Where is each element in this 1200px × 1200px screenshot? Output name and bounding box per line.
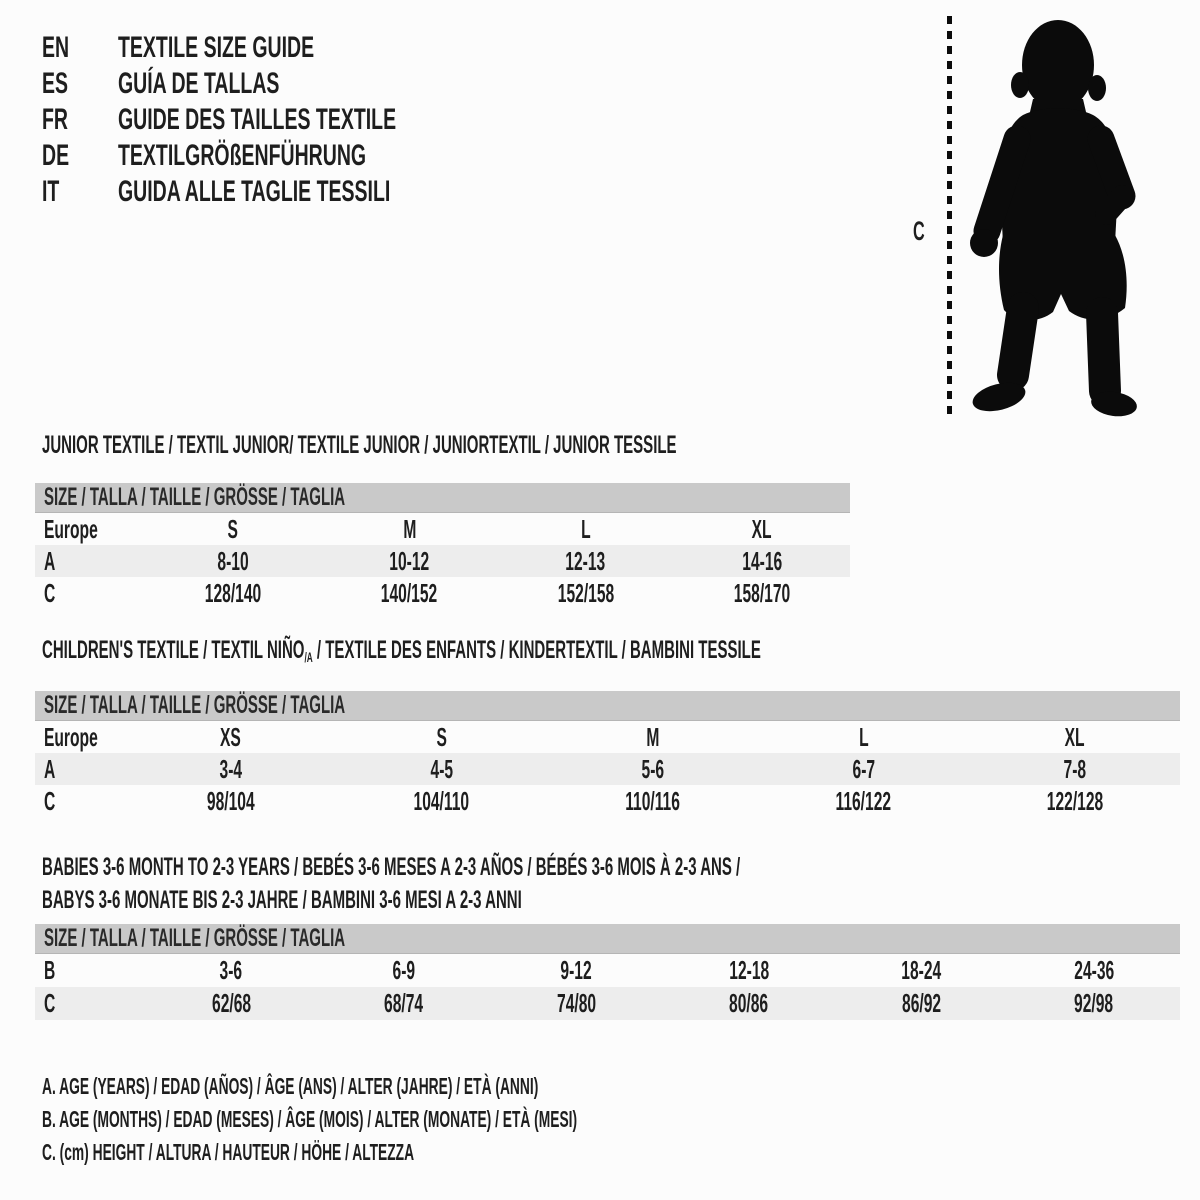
language-list [42, 30, 546, 210]
size-cell: 116/122 [835, 785, 892, 816]
table-row [35, 545, 850, 577]
baby-silhouette [963, 13, 1138, 418]
height-measure-label: C [913, 216, 925, 246]
junior-size-table [35, 483, 850, 609]
size-cell: 9-12 [560, 955, 592, 985]
children-table-rows [35, 721, 1180, 817]
language-title: TEXTILE SIZE GUIDE [118, 31, 315, 64]
section-title-junior: JUNIOR TEXTILE / TEXTIL JUNIOR/ TEXTILE JUNIOR / JUNIORTEXTIL / JUNIOR TESSILE [42, 431, 677, 459]
language-code: DE [42, 139, 70, 172]
legend-line-c: C. (cm) HEIGHT / ALTURA / HAUTEUR / HÖHE / ALTEZZA [42, 1139, 415, 1165]
row-label: Europe [44, 513, 98, 544]
language-code: IT [42, 175, 60, 208]
table-row [35, 721, 1180, 753]
language-row [42, 66, 546, 102]
language-title: GUIDA ALLE TAGLIE TESSILI [118, 175, 391, 208]
title-subscript: /A [304, 650, 313, 666]
size-cell: 7-8 [1063, 753, 1086, 784]
size-cell: 62/68 [211, 988, 251, 1018]
size-header-bar: SIZE / TALLA / TAILLE / GRÖSSE / TAGLIA [35, 924, 1180, 954]
size-header-bar: SIZE / TALLA / TAILLE / GRÖSSE / TAGLIA [35, 483, 850, 513]
section-title-children: CHILDREN'S TEXTILE / TEXTIL NIÑO/A / TEXTILE DES ENFANTS / KINDERTEXTIL / BAMBINI TESSILE [42, 636, 761, 666]
height-dashed-line [947, 16, 952, 419]
size-cell: 6-9 [392, 955, 416, 985]
row-label: A [44, 753, 56, 784]
size-cell: 12-13 [565, 545, 606, 576]
junior-table-rows [35, 513, 850, 609]
size-cell: 92/98 [1074, 988, 1114, 1018]
size-cell: M [402, 513, 416, 544]
size-cell: 8-10 [217, 545, 249, 576]
size-cell: 122/128 [1046, 785, 1103, 816]
legend [42, 1074, 934, 1165]
language-title: GUIDE DES TAILLES TEXTILE [118, 103, 397, 136]
table-row [35, 753, 1180, 785]
size-cell: 104/110 [413, 785, 470, 816]
language-row [42, 30, 546, 66]
language-title: GUÍA DE TALLAS [118, 67, 280, 100]
row-label: C [44, 577, 56, 608]
language-row [42, 174, 546, 210]
row-label: B [44, 955, 56, 985]
size-cell: L [580, 513, 591, 544]
row-label: C [44, 785, 56, 816]
language-row [42, 102, 546, 138]
size-cell: 12-18 [728, 955, 769, 985]
legend-line-b: B. AGE (MONTHS) / EDAD (MESES) / ÂGE (MOIS) / ALTER (MONATE) / ETÀ (MESI) [42, 1106, 578, 1132]
size-cell: 80/86 [729, 988, 769, 1018]
size-cell: 140/152 [381, 577, 438, 608]
size-cell: 86/92 [901, 988, 941, 1018]
size-cell: 98/104 [206, 785, 255, 816]
babies-size-table [35, 924, 1180, 1020]
size-cell: 68/74 [384, 988, 424, 1018]
size-cell: 14-16 [741, 545, 782, 576]
size-cell: S [227, 513, 239, 544]
children-size-table [35, 691, 1180, 817]
language-code: ES [42, 67, 69, 100]
size-cell: S [436, 721, 447, 752]
section-title-babies: BABIES 3-6 MONTH TO 2-3 YEARS / BEBÉS 3-6 MESES A 2-3 AÑOS / BÉBÉS 3-6 MOIS À 2-3 ANS / BABYS 3-6 MONATE BIS 2-3 JAHRE / BAMBINI 3-6 MESI A 2-3 ANNI [42, 853, 741, 914]
size-cell: 4-5 [430, 753, 453, 784]
size-cell: XS [220, 721, 241, 752]
size-cell: 10-12 [389, 545, 430, 576]
table-row [35, 987, 1180, 1020]
size-cell: 152/158 [557, 577, 614, 608]
legend-line-a: A. AGE (YEARS) / EDAD (AÑOS) / ÂGE (ANS) / ALTER (JAHRE) / ETÀ (ANNI) [42, 1073, 539, 1099]
size-cell: XL [1064, 721, 1085, 752]
size-cell: 3-6 [219, 955, 243, 985]
language-row [42, 138, 546, 174]
size-cell: 6-7 [852, 753, 875, 784]
row-label: C [44, 988, 56, 1018]
language-title: TEXTILGRÖßENFÜHRUNG [118, 139, 367, 172]
table-row [35, 577, 850, 609]
size-cell: 18-24 [901, 955, 942, 985]
babies-table-rows [35, 954, 1180, 1020]
table-row [35, 954, 1180, 987]
language-code: FR [42, 103, 68, 136]
size-cell: XL [751, 513, 772, 544]
table-row [35, 785, 1180, 817]
size-header-bar: SIZE / TALLA / TAILLE / GRÖSSE / TAGLIA [35, 691, 1180, 721]
size-cell: M [645, 721, 659, 752]
table-row [35, 513, 850, 545]
size-cell: 128/140 [204, 577, 262, 608]
size-cell: 3-4 [219, 753, 242, 784]
row-label: Europe [44, 721, 98, 752]
size-cell: L [858, 721, 869, 752]
row-label: A [44, 545, 56, 576]
size-cell: 24-36 [1073, 955, 1114, 985]
language-code: EN [42, 31, 70, 64]
size-cell: 74/80 [556, 988, 596, 1018]
size-cell: 158/170 [733, 577, 791, 608]
size-cell: 5-6 [641, 753, 664, 784]
size-cell: 110/116 [625, 785, 680, 816]
